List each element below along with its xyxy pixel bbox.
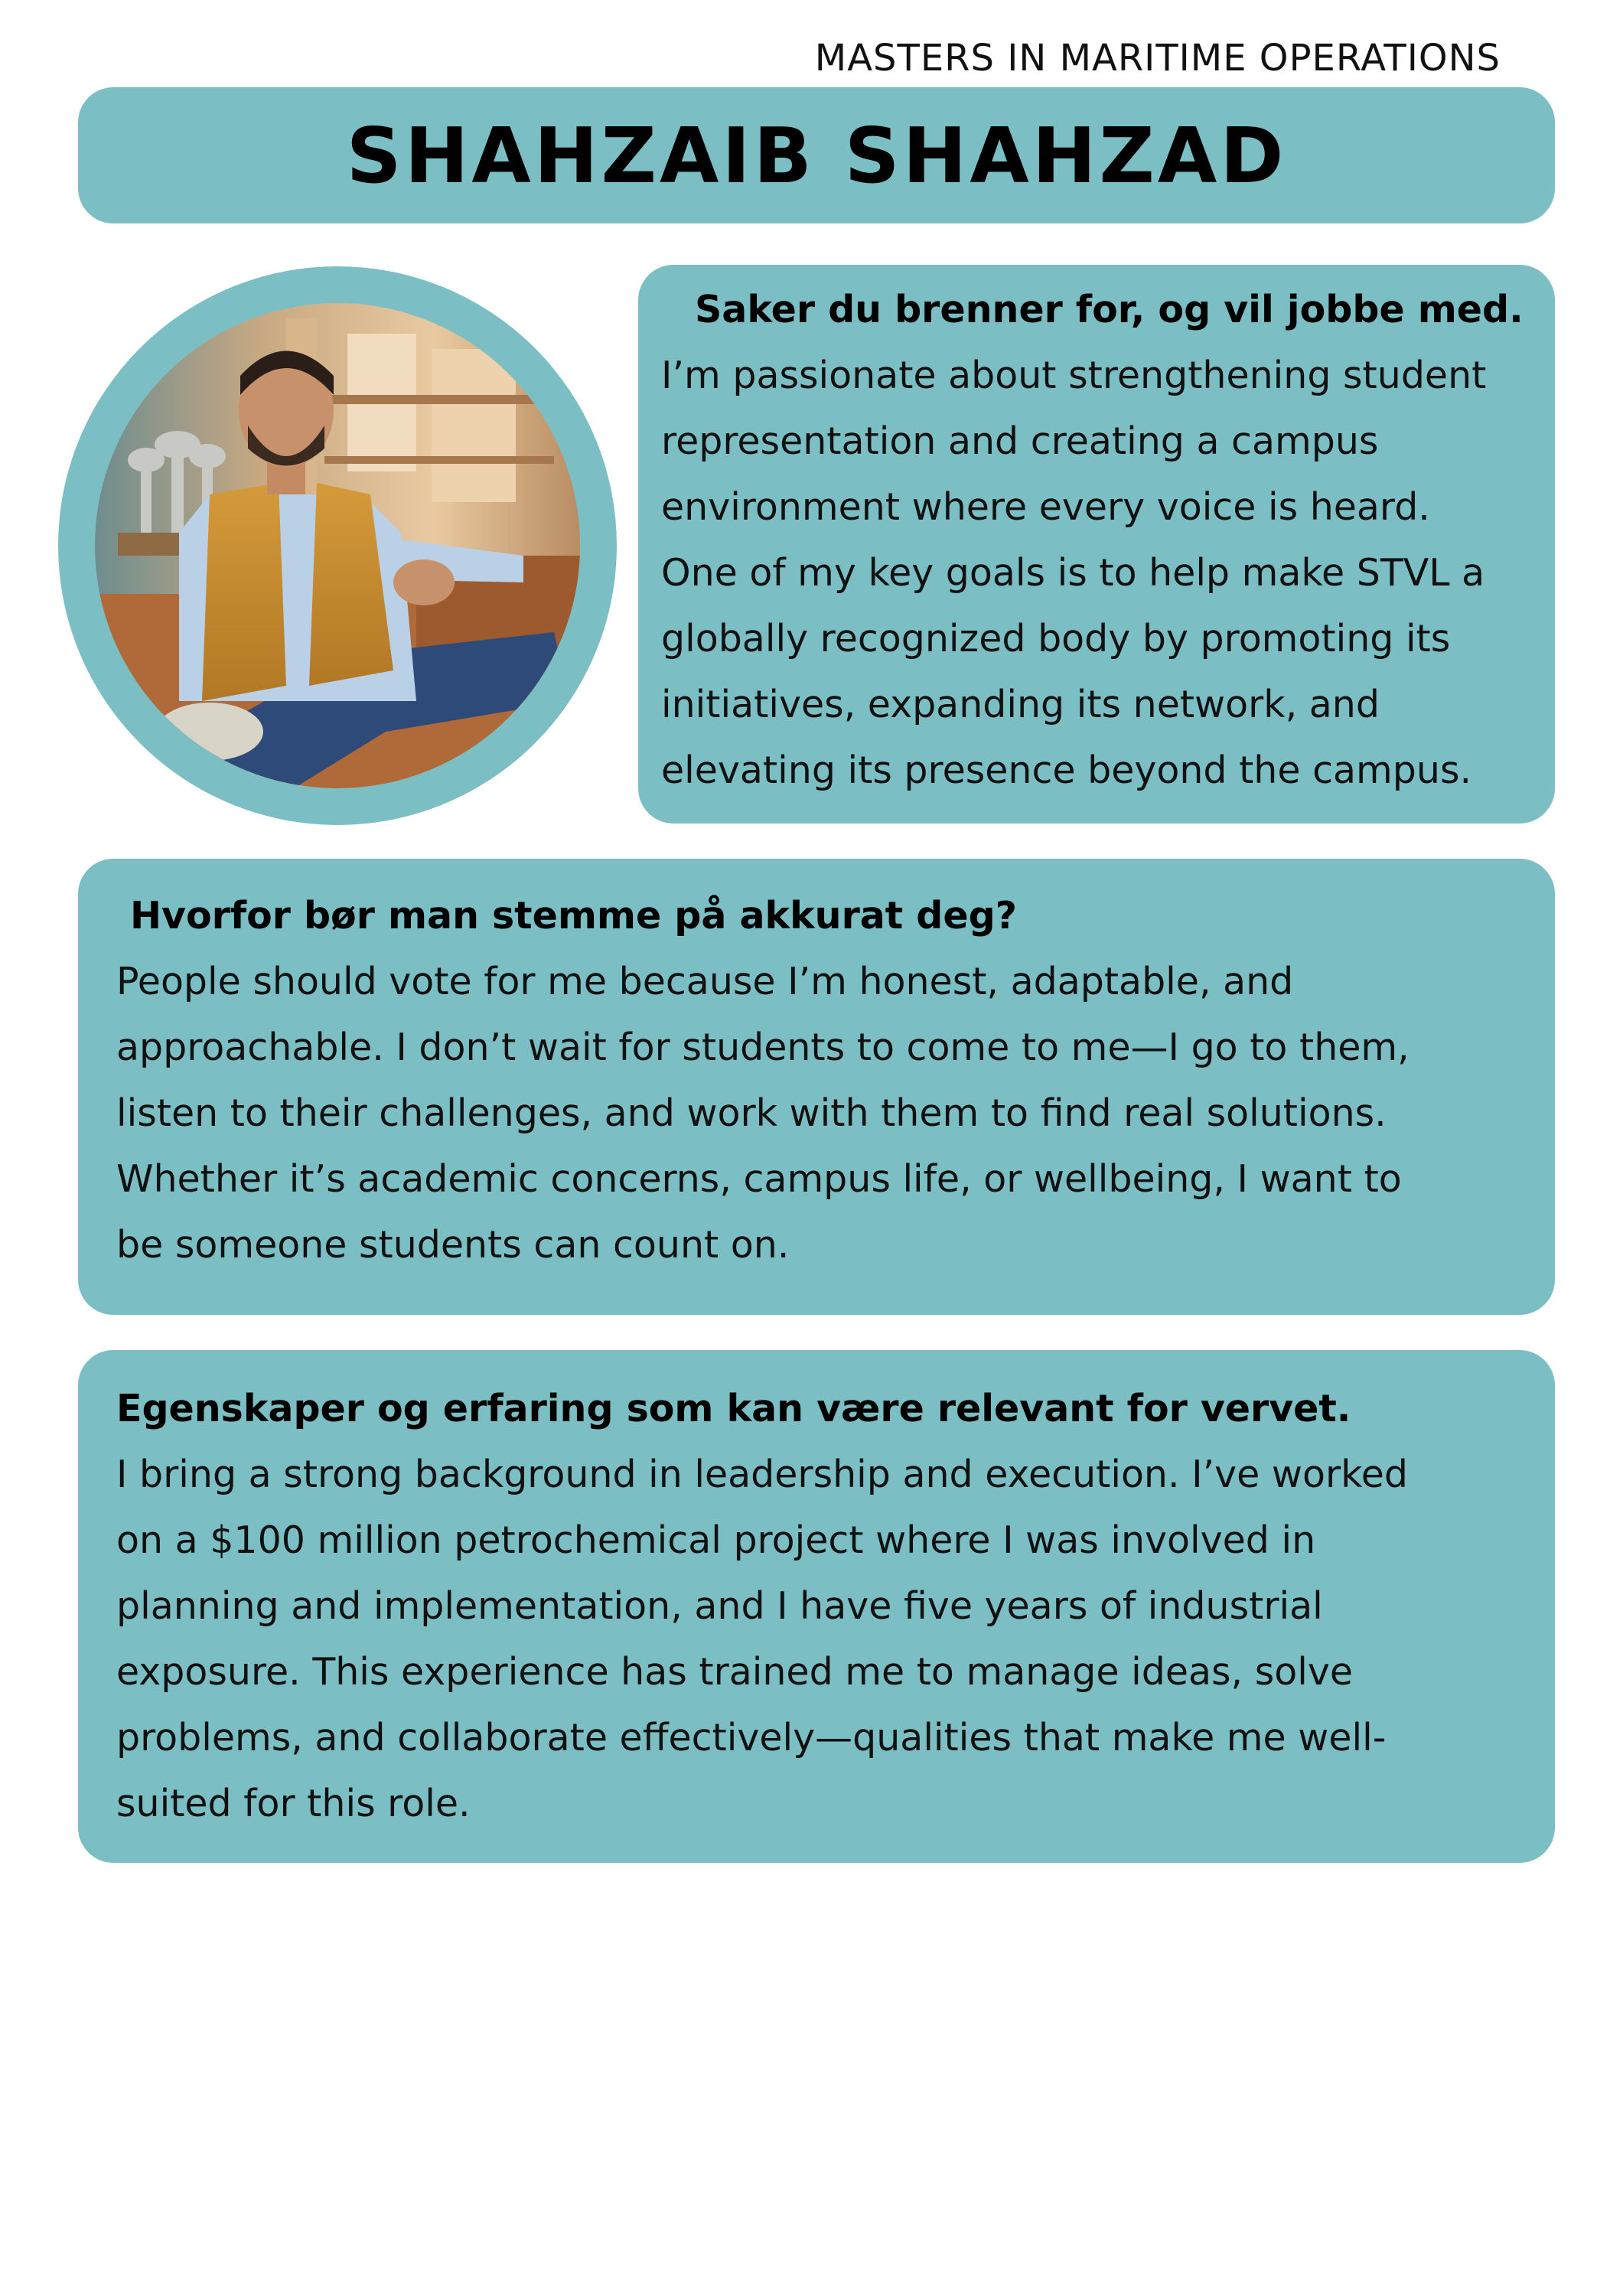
text-line: globally recognized body by promoting its xyxy=(661,617,1451,660)
text-line: I’m passionate about strengthening student xyxy=(661,354,1487,397)
candidate-portrait-icon xyxy=(95,303,580,788)
text-line: People should vote for me because I’m honest, adaptable, and xyxy=(116,960,1294,1003)
text-line: I bring a strong background in leadership and execution. I’ve worked xyxy=(116,1453,1408,1496)
text-line: be someone students can count on. xyxy=(116,1223,790,1267)
text-line: environment where every voice is heard. xyxy=(661,485,1430,529)
why-vote-text xyxy=(116,949,1524,1278)
text-line: elevating its presence beyond the campus. xyxy=(661,748,1472,792)
text-line: Whether it’s academic concerns, campus life, or wellbeing, I want to xyxy=(116,1157,1402,1201)
experience-text xyxy=(116,1442,1524,1837)
text-line: listen to their challenges, and work with them to find real solutions. xyxy=(116,1091,1387,1135)
text-line: representation and creating a campus xyxy=(661,419,1379,463)
candidate-name: SHAHZAIB SHAHZAD xyxy=(346,110,1287,201)
why-vote-heading: Hvorfor bør man stemme på akkurat deg? xyxy=(130,894,1018,938)
text-line: problems, and collaborate effectively—qualities that make me well- xyxy=(116,1716,1387,1760)
photo-frame xyxy=(58,266,617,825)
text-line: exposure. This experience has trained me to manage ideas, solve xyxy=(116,1650,1353,1694)
text-line: One of my key goals is to help make STVL a xyxy=(661,551,1485,595)
text-line: planning and implementation, and I have five years of industrial xyxy=(116,1584,1323,1628)
text-line: suited for this role. xyxy=(116,1782,471,1825)
name-banner xyxy=(78,87,1555,223)
text-line: approachable. I don’t wait for students to come to me—I go to them, xyxy=(116,1026,1410,1069)
why-vote-section xyxy=(78,859,1555,1315)
passion-section xyxy=(638,265,1555,823)
passion-heading: Saker du brenner for, og vil jobbe med. xyxy=(695,288,1524,331)
program-label: MASTERS IN MARITIME OPERATIONS xyxy=(814,37,1501,80)
experience-heading: Egenskaper og erfaring som kan være relevant for vervet. xyxy=(116,1387,1351,1430)
experience-section xyxy=(78,1350,1555,1863)
text-line: initiatives, expanding its network, and xyxy=(661,683,1380,726)
passion-text xyxy=(661,343,1540,804)
text-line: on a $100 million petrochemical project where I was involved in xyxy=(116,1518,1316,1562)
